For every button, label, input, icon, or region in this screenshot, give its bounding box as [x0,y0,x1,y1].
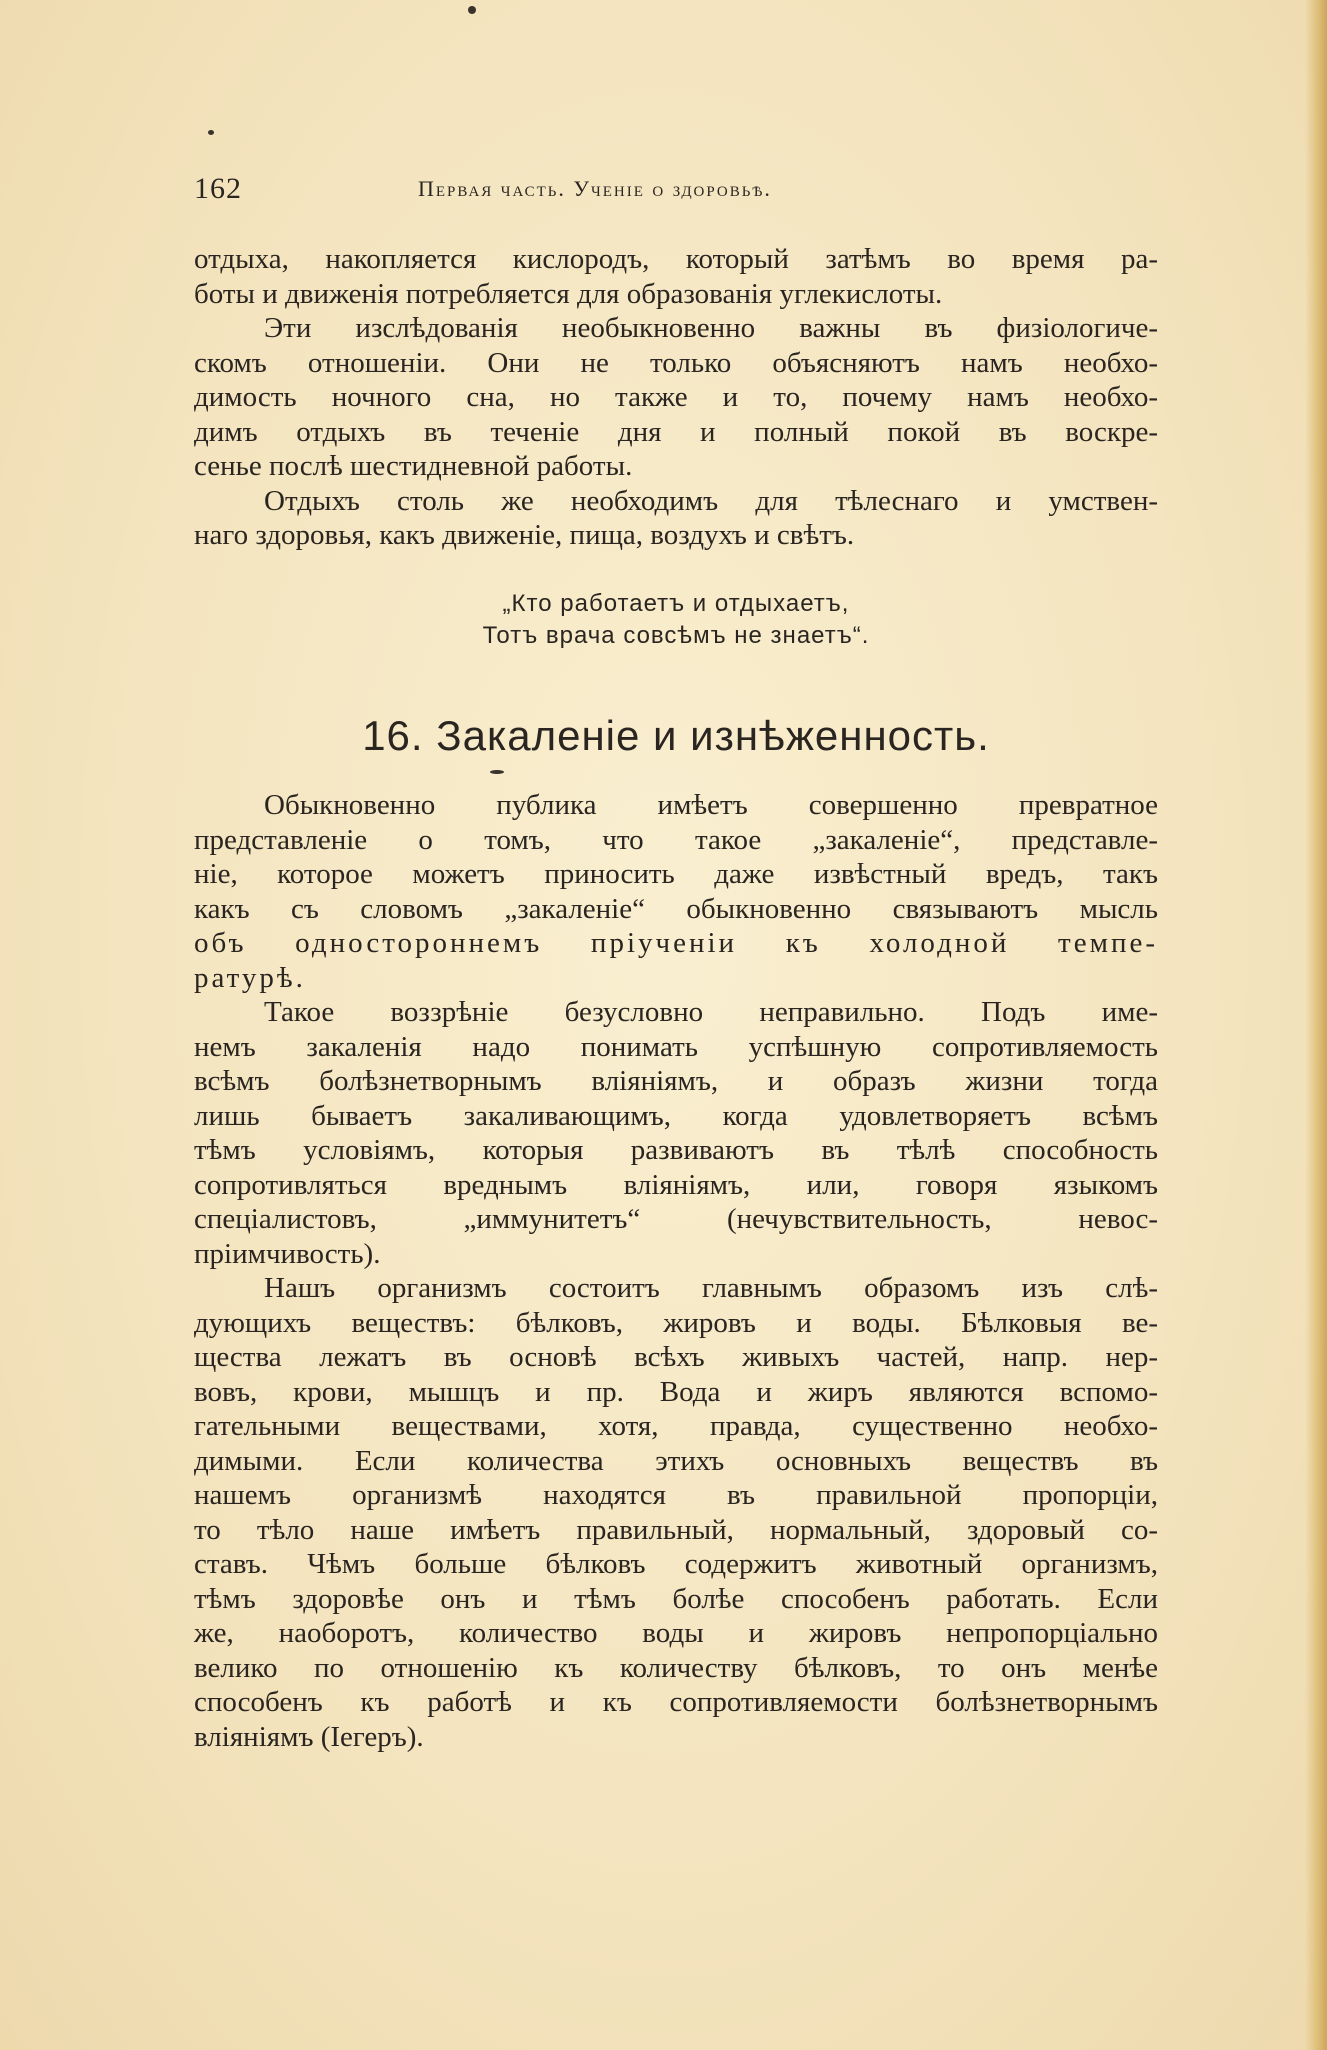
text-line: немъ закаленія надо понимать успѣшную сопротивляемость [194,1030,1158,1063]
page-edge-shading [1305,0,1327,2050]
paragraph-organism [194,1271,1158,1754]
paragraph-continuation [194,242,1158,311]
text-line: же, наоборотъ, количество воды и жировъ непропорціально [194,1617,1158,1649]
section-text-block [194,788,1158,1754]
text-line: объ одностороннемъ пріученіи къ холодной темпе- [194,927,1158,959]
verse-line: „Кто работаетъ и отдыхаетъ, [502,590,850,617]
text-line: димъ отдыхъ въ теченіе дня и полный покой въ воскре- [194,415,1158,448]
text-line: нашемъ организмѣ находятся въ правильной пропорціи, [194,1479,1158,1511]
text-line: сенье послѣ шестидневной работы. [194,450,633,482]
text-line: вліяніямъ (Іегеръ). [194,1720,424,1753]
print-speck [490,770,504,774]
text-line: скомъ отношеніи. Они не только объясняютъ намъ необхо- [194,346,1158,379]
text-line: димыми. Если количества этихъ основныхъ веществъ въ [194,1444,1158,1477]
page-header [194,172,1154,212]
text-line: тѣмъ здоровѣе онъ и тѣмъ болѣе способенъ работать. Если [194,1582,1158,1615]
text-line: ратурѣ. [194,961,306,994]
text-line: Отдыхъ столь же необходимъ для тѣлеснаго и умствен- [264,484,1158,517]
print-speck [468,6,476,14]
text-line: Эти изслѣдованія необыкновенно важны въ физіологиче- [264,312,1158,344]
paragraph-view [194,995,1158,1271]
text-line: вовъ, крови, мышцъ и пр. Вода и жиръ являются вспомо- [194,1375,1158,1408]
text-line: велико по отношенію къ количеству бѣлковъ, то онъ менѣе [194,1651,1158,1684]
text-line: лишь бываетъ закаливающимъ, когда удовлетворяетъ всѣмъ [194,1099,1158,1132]
text-line: Обыкновенно публика имѣетъ совершенно превратное [264,789,1158,821]
page-number: 162 [194,172,242,205]
text-line: ніе, которое можетъ приносить даже извѣстный вредъ, такъ [194,858,1158,890]
text-line: дующихъ веществъ: бѣлковъ, жировъ и воды. Бѣлковыя ве- [194,1306,1158,1339]
verse-quote [194,588,1158,652]
section-title: 16. Закаленіе и изнѣженность. [362,712,990,759]
verse-line: Тотъ врача совсѣмъ не знаетъ“. [482,622,870,649]
text-line: Нашъ организмъ состоитъ главнымъ образомъ изъ слѣ- [264,1272,1158,1304]
text-line: представленіе о томъ, что такое „закаленіе“, представле- [194,823,1158,856]
text-line: щества лежатъ въ основѣ всѣхъ живыхъ частей, напр. нер- [194,1341,1158,1373]
text-line: отдыха, накопляется кислородъ, который затѣмъ во время ра- [194,243,1158,275]
text-line: спеціалистовъ, „иммунитетъ“ (нечувствительность, невос- [194,1203,1158,1235]
text-line: тѣмъ условіямъ, которыя развиваютъ въ тѣлѣ способность [194,1134,1158,1166]
text-line: способенъ къ работѣ и къ сопротивляемости болѣзнетворнымъ [194,1686,1158,1718]
text-line: какъ съ словомъ „закаленіе“ обыкновенно связываютъ мысль [194,892,1158,925]
running-head: Первая часть. Ученіе о здоровьѣ. [418,176,772,201]
paragraph-research [194,311,1158,484]
top-text-block [194,242,1158,553]
text-line: Такое воззрѣніе безусловно неправильно. Подъ име- [264,996,1158,1028]
text-line: пріимчивость). [194,1237,381,1270]
text-line: димость ночного сна, но также и то, почему намъ необхо- [194,381,1158,413]
print-speck [208,130,214,135]
text-line: гательными веществами, хотя, правда, существенно необхо- [194,1410,1158,1442]
text-line: боты и движенія потребляется для образованія углекислоты. [194,277,943,310]
paragraph-hardening [194,788,1158,995]
paragraph-rest [194,484,1158,553]
text-line: сопротивляться вреднымъ вліяніямъ, или, говоря языкомъ [194,1168,1158,1201]
text-line: ставъ. Чѣмъ больше бѣлковъ содержитъ животный организмъ, [194,1548,1158,1580]
text-line: всѣмъ болѣзнетворнымъ вліяніямъ, и образъ жизни тогда [194,1065,1158,1097]
text-line: наго здоровья, какъ движеніе, пища, воздухъ и свѣтъ. [194,519,855,551]
text-line: то тѣло наше имѣетъ правильный, нормальный, здоровый со- [194,1513,1158,1546]
